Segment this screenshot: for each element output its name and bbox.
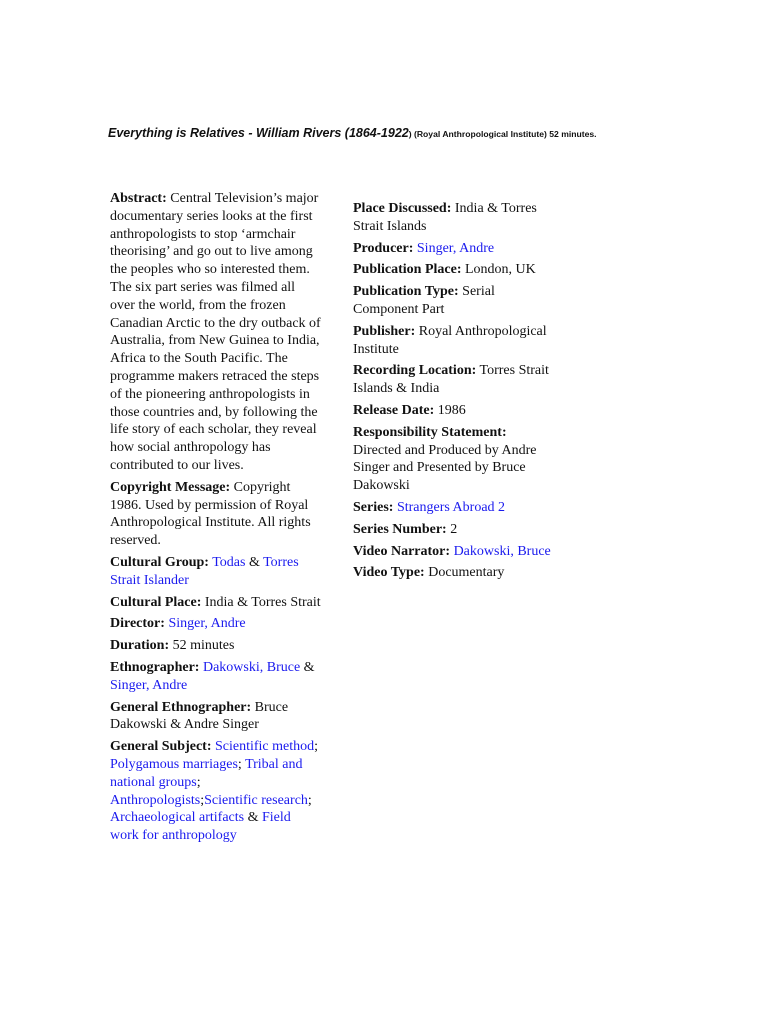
field-value: London, UK (465, 262, 536, 278)
field-ethnographer (110, 659, 322, 695)
field-label: Series Number: (353, 521, 447, 537)
field-label: Cultural Place: (110, 594, 202, 610)
link-scientific-method[interactable]: Scientific method (214, 739, 315, 755)
field-value: Central Television’s major documentary series looks at the first anthropologists to stop ‘armchair theorising’ and go out to live among the peoples who so interested them. The six part series was filmed all over the world, from the frozen Canadian Arctic to the dry outback of Australia, from New Guinea to India, Africa to the South Pacific. The programme makers retraced the steps of the pioneering anthropologists in those countries and, by following the life story of each scholar, they reveal how social anthropology has contributed to our lives. (110, 191, 321, 473)
field-label: Duration: (110, 638, 170, 654)
field-label: Abstract: (110, 191, 167, 206)
separator: ; (314, 739, 319, 755)
field-label: Recording Location: (353, 363, 477, 379)
field-label: Copyright Message: (110, 479, 231, 495)
field-label: Responsibility Statement: (353, 424, 507, 440)
field-value: 52 minutes (172, 638, 235, 654)
film-subtitle: ) (Royal Anthropological Institute) 52 minutes. (408, 129, 597, 139)
link-video-narrator[interactable]: Dakowski, Bruce (453, 543, 551, 559)
separator: ; (200, 792, 205, 808)
field-place-discussed (353, 200, 553, 236)
field-value: India & Torres Strait Islands (353, 201, 537, 234)
link-producer[interactable]: Singer, Andre (416, 240, 495, 256)
field-responsibility-statement (353, 424, 553, 495)
link-anthropologists[interactable]: Anthropologists (110, 792, 201, 808)
field-series (353, 499, 553, 517)
field-label: General Ethnographer: (110, 699, 252, 715)
field-general-ethnographer (110, 699, 322, 735)
field-series-number (353, 521, 553, 539)
link-dakowski-bruce[interactable]: Dakowski, Bruce (202, 659, 301, 675)
field-label: Publication Place: (353, 262, 462, 278)
document-heading (108, 124, 748, 142)
field-copyright (110, 479, 322, 550)
separator: & (303, 659, 315, 675)
separator: ; (307, 792, 312, 808)
field-abstract (110, 190, 322, 475)
field-video-narrator (353, 543, 553, 561)
separator: & (248, 554, 260, 570)
link-polygamous-marriages[interactable]: Polygamous marriages (110, 756, 238, 772)
separator: & (247, 810, 259, 826)
link-director[interactable]: Singer, Andre (168, 616, 246, 632)
field-label: Publisher: (353, 323, 416, 339)
field-label: Producer: (353, 240, 414, 256)
link-scientific-research-part1[interactable]: Scientific research (204, 792, 308, 808)
link-singer-andre[interactable]: Singer, Andre (110, 677, 188, 693)
field-release-date (353, 402, 553, 420)
field-general-subject (110, 738, 322, 845)
link-field-work-for-anthropology[interactable]: Field work for anthropology (110, 810, 291, 844)
field-value: Bruce Dakowski & Andre Singer (110, 699, 289, 733)
field-publication-type (353, 283, 553, 319)
field-value: Copyright 1986. Used by permission of Royal Anthropological Institute. All rights reserved. (110, 479, 311, 549)
field-cultural-place (110, 594, 322, 612)
field-value: Serial Component Part (353, 284, 495, 317)
field-publication-place (353, 261, 553, 279)
field-value: Torres Strait Islands & India (353, 363, 549, 397)
metadata-left-column (110, 190, 322, 849)
field-director (110, 615, 322, 633)
field-value: 1986 (437, 402, 466, 418)
link-todas[interactable]: Todas (212, 554, 246, 570)
field-value: Royal Anthropological Institute (353, 323, 547, 357)
field-value: Documentary (428, 565, 505, 581)
field-video-type (353, 564, 553, 582)
film-title: Everything is Relatives - William Rivers (1864-1922 (108, 126, 409, 140)
link-tribal-and-national-groups[interactable]: Tribal and national groups (110, 756, 303, 790)
field-publisher (353, 323, 553, 359)
field-value: India & Torres Strait (204, 594, 321, 610)
field-label: Video Type: (353, 565, 425, 581)
metadata-right-column (353, 200, 553, 586)
link-archaeological-artifacts[interactable]: Archaeological artifacts (110, 810, 245, 826)
field-cultural-group (110, 554, 322, 590)
link-torres-strait-islander[interactable]: Torres Strait Islander (110, 554, 299, 588)
separator: ; (237, 756, 242, 772)
link-series[interactable]: Strangers Abroad 2 (396, 499, 506, 515)
field-producer (353, 240, 553, 258)
field-label: Publication Type: (353, 284, 459, 300)
field-value: 2 (450, 521, 458, 537)
field-label: Cultural Group: (110, 554, 209, 570)
field-label: Ethnographer: (110, 659, 200, 675)
field-label: Director: (110, 616, 165, 632)
field-label: Series: (353, 499, 394, 515)
field-label: Place Discussed: (353, 201, 452, 216)
field-recording-location (353, 362, 553, 398)
field-label: Video Narrator: (353, 543, 451, 559)
field-label: Release Date: (353, 402, 435, 418)
field-label: General Subject: (110, 739, 212, 755)
field-duration (110, 637, 322, 655)
field-value: Directed and Produced by Andre Singer and Presented by Bruce Dakowski (353, 442, 537, 494)
separator: ; (196, 774, 201, 790)
